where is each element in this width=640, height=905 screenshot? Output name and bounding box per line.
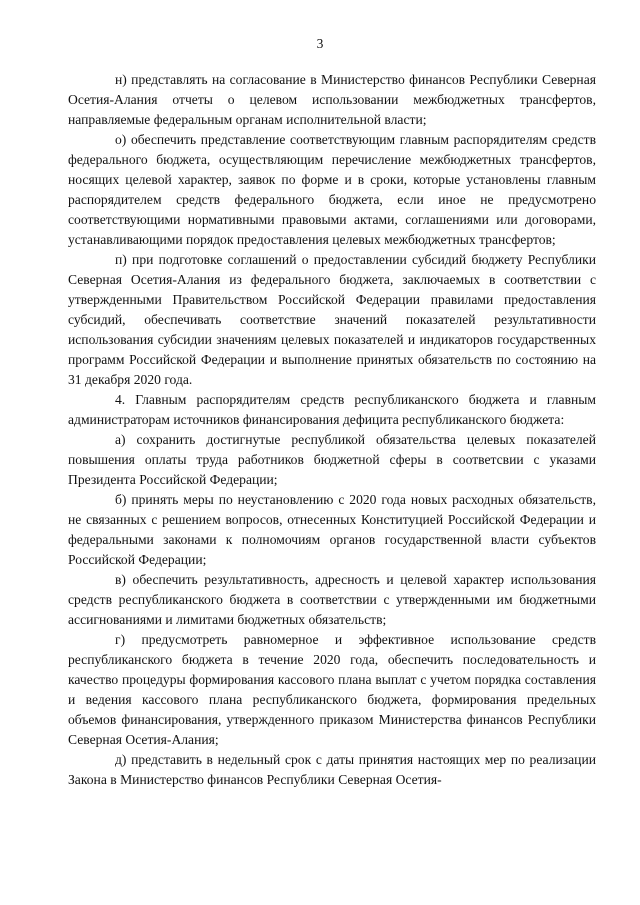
paragraph-item-d: д) представить в недельный срок с даты принятия настоящих мер по реализации Закона в Министерство финансов Республики Северная Осетия- <box>68 752 596 787</box>
paragraph-item-o: о) обеспечить представление соответствующим главным распорядителям средств федерального бюджета, осуществляющим перечисление межбюджетных трансфертов, носящих целевой характер, заявок по форме и в сроки, которые установлены главным распорядителем средств федерального бюджета, если иное не предусмотрено соответствующими нормативными правовыми актами, соглашениями или договорами, устанавливающими порядок предоставления целевых межбюджетных трансфертов; <box>68 132 596 247</box>
paragraph-item-b: б) принять меры по неустановлению с 2020 года новых расходных обязательств, не связанных с решением вопросов, отнесенных Конституцией Российской Федерации и федеральными законами к полномочиям органов государственной власти субъектов Российской Федерации; <box>68 492 596 567</box>
paragraph-section-4: 4. Главным распорядителям средств республиканского бюджета и главным администраторам источников финансирования дефицита республиканского бюджета: <box>68 392 596 427</box>
paragraph-item-g: г) предусмотреть равномерное и эффективное использование средств республиканского бюджета в течение 2020 года, обеспечить последовательность и качество процедуры формирования кассового плана выплат с учетом порядка составления и ведения кассового плана республиканского бюджета, формирования предельных объемов финансирования, утвержденного приказом Министерства финансов Республики Северная Осетия-Алания; <box>68 632 596 747</box>
paragraph-item-p: п) при подготовке соглашений о предоставлении субсидий бюджету Республики Северная Осетия-Алания из федерального бюджета, заключаемых в соответствии с утвержденными Правительством Российской Федерации правилами предоставления субсидий, обеспечивать соответствие значений показателей результативности использования субсидии значениям целевых показателей и индикаторов государственных программ Российской Федерации и выполнение принятых обязательств по состоянию на 31 декабря 2020 года. <box>68 252 596 387</box>
document-body <box>68 70 596 790</box>
page-number: 3 <box>316 36 324 51</box>
paragraph-item-a: а) сохранить достигнутые республикой обязательства целевых показателей повышения оплаты труда работников бюджетной сферы в соответсвии с указами Президента Российской Федерации; <box>68 432 596 487</box>
paragraph-item-n: н) представлять на согласование в Министерство финансов Республики Северная Осетия-Алания отчеты о целевом использовании межбюджетных трансфертов, направляемые федеральным органам исполнительной власти; <box>68 72 596 127</box>
paragraph-item-v: в) обеспечить результативность, адресность и целевой характер использования средств республиканского бюджета в соответствии с утвержденными им бюджетными ассигнованиями и лимитами бюджетных обязательств; <box>68 572 596 627</box>
